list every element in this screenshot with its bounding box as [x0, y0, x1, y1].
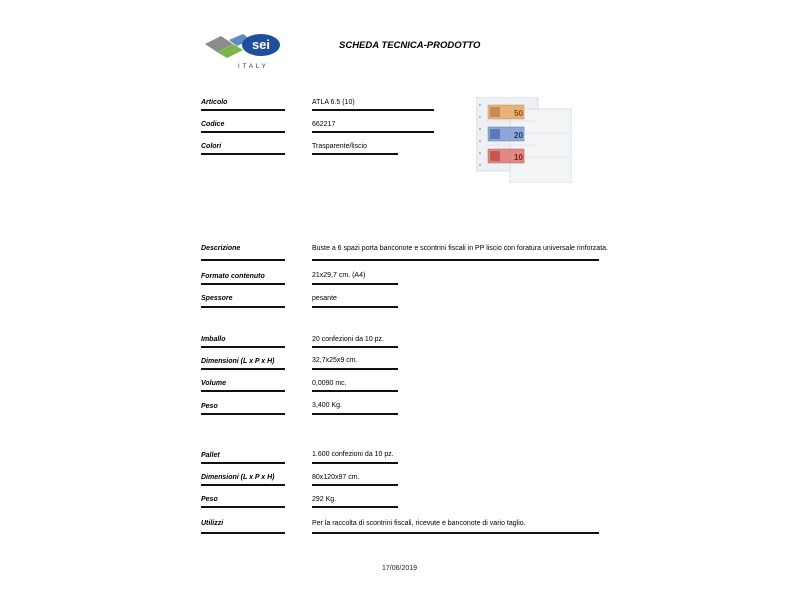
- label-spessore: Spessore: [201, 295, 233, 302]
- divider: [312, 306, 398, 308]
- label-peso-pallet: Peso: [201, 496, 218, 503]
- divider: [312, 462, 398, 464]
- label-dimensioni-pallet: Dimensioni (L x P x H): [201, 474, 275, 481]
- divider: [201, 390, 285, 392]
- banknote-10-label: 10: [514, 153, 523, 162]
- footer-date: 17/06/2019: [382, 565, 418, 572]
- divider: [201, 484, 285, 486]
- banknote-50-window: [490, 107, 500, 117]
- divider: [201, 259, 285, 261]
- punch-hole: [479, 116, 481, 118]
- logo-subtitle: ITALY: [238, 64, 269, 70]
- value-descrizione: Buste a 6 spazi porta banconote e scontrini fiscali in PP liscio con foratura universale rinforzata.: [312, 245, 608, 252]
- divider: [201, 283, 285, 285]
- divider: [312, 131, 434, 133]
- punch-hole: [479, 140, 481, 142]
- banknote-20-window: [490, 129, 500, 139]
- value-utilizzi: Per la raccolta di scontrini fiscali, ricevute e banconote di vario taglio.: [312, 520, 526, 527]
- label-descrizione: Descrizione: [201, 245, 241, 252]
- value-dimensioni-imballo: 32,7x25x9 cm.: [312, 357, 358, 364]
- value-volume: 0,0090 mc.: [312, 380, 347, 387]
- banknote-50-label: 50: [514, 109, 523, 118]
- label-formato-contenuto: Formato contenuto: [201, 273, 265, 280]
- divider: [201, 109, 285, 111]
- divider: [312, 506, 398, 508]
- label-codice: Codice: [201, 121, 225, 128]
- label-utilizzi: Utilizzi: [201, 520, 224, 527]
- value-dimensioni-pallet: 80x120x97 cm.: [312, 474, 360, 481]
- divider: [312, 346, 398, 348]
- punch-hole: [479, 104, 481, 106]
- value-articolo: ATLA 6.5 (10): [312, 99, 355, 106]
- divider: [201, 532, 285, 534]
- divider: [312, 413, 398, 415]
- label-imballo: Imballo: [201, 336, 226, 343]
- label-volume: Volume: [201, 380, 227, 387]
- divider: [201, 368, 285, 370]
- product-photo: [476, 97, 572, 183]
- document-title: SCHEDA TECNICA-PRODOTTO: [339, 40, 481, 51]
- divider: [312, 368, 398, 370]
- value-codice: 662217: [312, 121, 336, 128]
- value-imballo: 20 confezioni da 10 pz.: [312, 336, 384, 343]
- divider: [201, 153, 285, 155]
- divider: [312, 109, 434, 111]
- divider: [201, 413, 285, 415]
- value-colori: Trasparente/liscio: [312, 143, 367, 150]
- banknote-20-label: 20: [514, 131, 523, 140]
- label-peso-imballo: Peso: [201, 403, 218, 410]
- punch-hole: [479, 128, 481, 130]
- divider: [201, 346, 285, 348]
- label-dimensioni-imballo: Dimensioni (L x P x H): [201, 358, 275, 365]
- value-pallet: 1.600 confezioni da 10 pz.: [312, 451, 394, 458]
- divider: [312, 532, 599, 534]
- value-spessore: pesante: [312, 295, 337, 302]
- divider: [312, 390, 398, 392]
- punch-hole: [479, 152, 481, 154]
- divider: [201, 131, 285, 133]
- divider: [312, 153, 398, 155]
- label-articolo: Articolo: [201, 99, 228, 106]
- value-peso-pallet: 292 Kg.: [312, 496, 337, 503]
- divider: [312, 259, 599, 261]
- punch-hole: [479, 164, 481, 166]
- divider: [201, 506, 285, 508]
- divider: [201, 462, 285, 464]
- divider: [312, 484, 398, 486]
- banknote-10-window: [490, 151, 500, 161]
- sheet-front: [510, 109, 572, 183]
- label-colori: Colori: [201, 143, 222, 150]
- logo-brand-text: sei: [251, 37, 271, 52]
- label-pallet: Pallet: [201, 452, 220, 459]
- value-peso-imballo: 3,400 Kg.: [312, 402, 342, 409]
- divider: [201, 306, 285, 308]
- divider: [312, 283, 398, 285]
- value-formato-contenuto: 21x29,7 cm. (A4): [312, 272, 366, 279]
